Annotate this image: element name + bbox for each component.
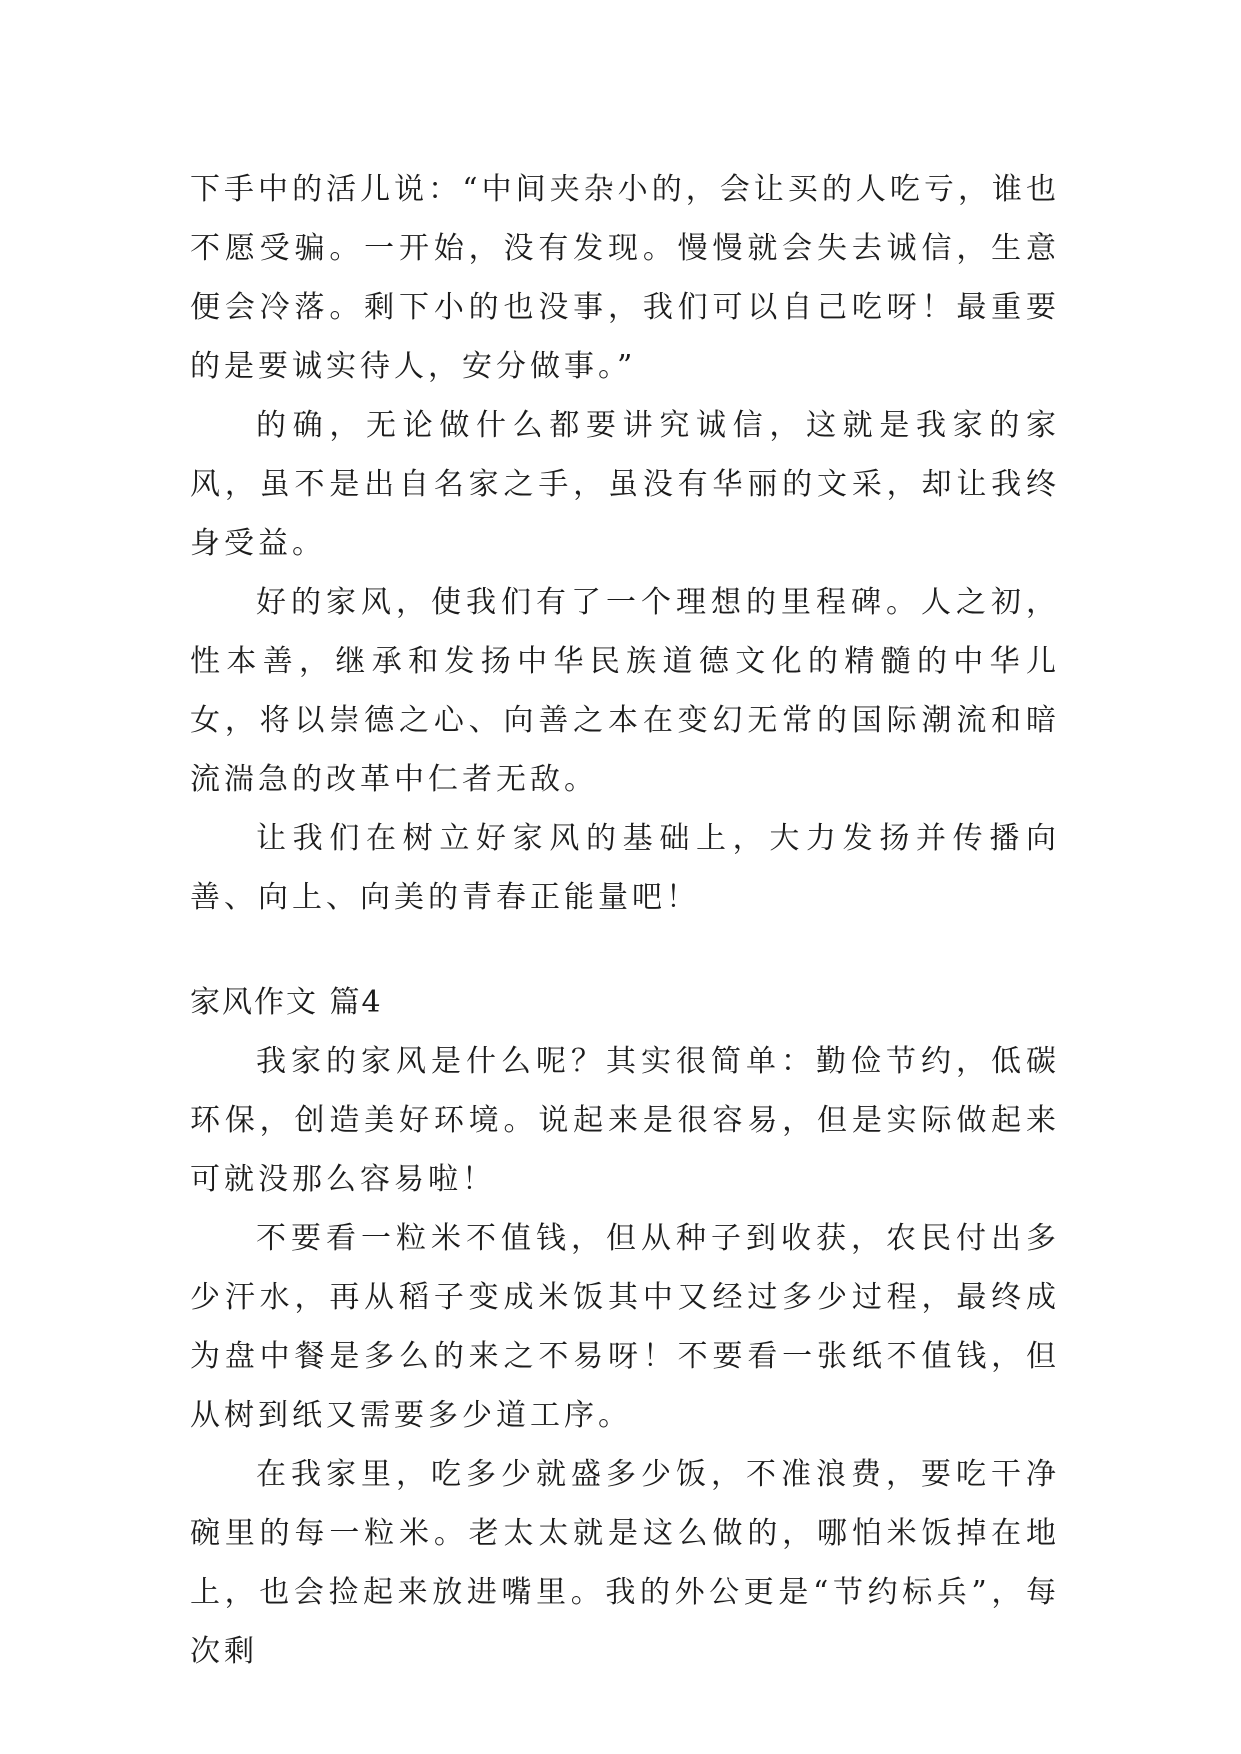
paragraph: 在我家里，吃多少就盛多少饭，不准浪费，要吃干净碗里的每一粒米。老太太就是这么做的，哪怕米饭掉在地上，也会捡起来放进嘴里。我的外公更是“节约标兵”，每次剩 bbox=[190, 1457, 1060, 1669]
paragraph: 我家的家风是什么呢？其实很简单：勤俭节约，低碳环保，创造美好环境。说起来是很容易，但是实际做起来可就没那么容易啦！ bbox=[190, 1044, 1060, 1197]
paragraph: 好的家风，使我们有了一个理想的里程碑。人之初，性本善，继承和发扬中华民族道德文化的精髓的中华儿女，将以崇德之心、向善之本在变幻无常的国际潮流和暗流湍急的改革中仁者无敌。 bbox=[190, 585, 1060, 797]
section-heading: 家风作文 篇4 bbox=[190, 985, 383, 1020]
document-body bbox=[190, 160, 1060, 1681]
paragraph: 的确，无论做什么都要讲究诚信，这就是我家的家风，虽不是出自名家之手，虽没有华丽的文采，却让我终身受益。 bbox=[190, 408, 1060, 561]
paragraph: 让我们在树立好家风的基础上，大力发扬并传播向善、向上、向美的青春正能量吧！ bbox=[190, 821, 1060, 915]
paragraph-continuation: 下手中的活儿说：“中间夹杂小的，会让买的人吃亏，谁也不愿受骗。一开始，没有发现。慢慢就会失去诚信，生意便会冷落。剩下小的也没事，我们可以自己吃呀！最重要的是要诚实待人，安分做事。” bbox=[190, 172, 1060, 384]
paragraph: 不要看一粒米不值钱，但从种子到收获，农民付出多少汗水，再从稻子变成米饭其中又经过多少过程，最终成为盘中餐是多么的来之不易呀！不要看一张纸不值钱，但从树到纸又需要多少道工序。 bbox=[190, 1221, 1060, 1433]
